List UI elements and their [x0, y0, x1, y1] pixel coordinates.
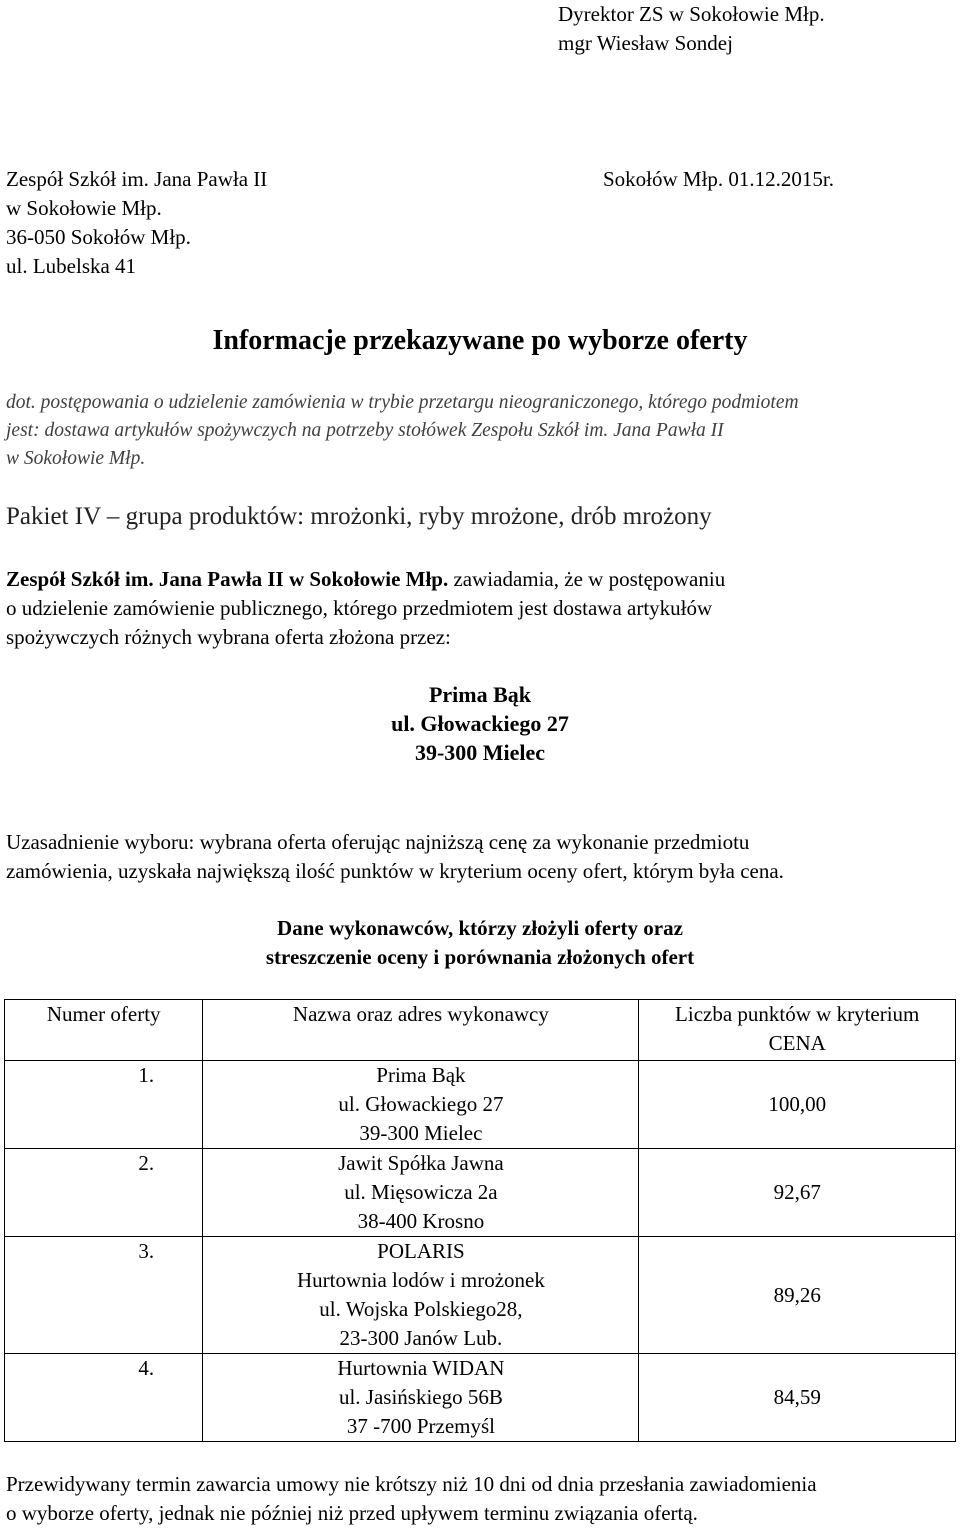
bidders-heading-line-2: streszczenie oceny i porównania złożonych ofert — [265, 945, 695, 969]
closing-line-1: Przewidywany termin zawarcia umowy nie krótszy niż 10 dni od dnia przesłania zawiadomienia — [6, 1472, 817, 1496]
subject-line-3: w Sokołowie Młp. — [6, 448, 146, 469]
bidder-name-address — [203, 1354, 639, 1442]
closing-line-2: o wyborze oferty, jednak nie później niż przed upływem terminu związania ofertą. — [6, 1501, 698, 1525]
school-street: ul. Lubelska 41 — [6, 254, 137, 278]
bidder-address-line: POLARIS — [377, 1239, 465, 1263]
bidder-address-line: 38-400 Krosno — [357, 1209, 485, 1233]
header-points — [639, 1000, 956, 1061]
offer-number: 2. — [5, 1149, 203, 1237]
bidder-address-line: Hurtownia lodów i mrożonek — [296, 1268, 545, 1292]
date-line: Sokołów Młp. 01.12.2015r. — [603, 167, 835, 191]
school-town: w Sokołowie Młp. — [6, 196, 162, 220]
winner-city: 39-300 Mielec — [414, 740, 546, 765]
bidder-name-address — [203, 1237, 639, 1354]
bidder-address-line: 39-300 Mielec — [359, 1121, 483, 1145]
offers-table — [4, 999, 956, 1442]
director-name: Dyrektor ZS w Sokołowie Młp. — [558, 2, 825, 26]
bidder-address-line: Hurtownia WIDAN — [337, 1356, 505, 1380]
table-row — [5, 1061, 956, 1149]
header-points-line-2: CENA — [768, 1031, 826, 1055]
director-title: mgr Wiesław Sondej — [558, 31, 733, 55]
header-offer-number: Numer oferty — [5, 1000, 203, 1061]
table-header-row — [5, 1000, 956, 1061]
subject-block — [6, 389, 799, 473]
table-row — [5, 1354, 956, 1442]
bidder-address-line: ul. Głowackiego 27 — [338, 1092, 504, 1116]
document-title: Informacje przekazywane po wyborze oferty — [212, 325, 748, 356]
intro-line-1 — [6, 565, 725, 594]
table-row — [5, 1237, 956, 1354]
bidder-name-address — [203, 1149, 639, 1237]
bidders-heading — [0, 914, 960, 972]
intro-line-1-rest: zawiadamia, że w postępowaniu — [448, 567, 726, 591]
table-row — [5, 1149, 956, 1237]
justification-paragraph — [6, 828, 784, 886]
winner-block — [0, 680, 960, 767]
director-block — [558, 0, 825, 58]
bidder-address-line: ul. Mięsowicza 2a — [344, 1180, 498, 1204]
intro-line-2: o udzielenie zamówienie publicznego, którego przedmiotem jest dostawa artykułów — [6, 596, 713, 620]
winner-name: Prima Bąk — [428, 682, 532, 707]
justification-line-1: Uzasadnienie wyboru: wybrana oferta oferując najniższą cenę za wykonanie przedmiotu — [6, 830, 750, 854]
closing-paragraph — [6, 1470, 817, 1528]
bidder-address-line: ul. Jasińskiego 56B — [338, 1385, 503, 1409]
bidders-heading-line-1: Dane wykonawców, którzy złożyli oferty oraz — [277, 916, 683, 940]
bidder-address-line: 37 -700 Przemyśl — [346, 1414, 495, 1438]
offer-points: 100,00 — [639, 1061, 956, 1149]
school-postal: 36-050 Sokołów Młp. — [6, 225, 191, 249]
bidder-address-line: 23-300 Janów Lub. — [339, 1326, 503, 1350]
school-name: Zespół Szkół im. Jana Pawła II — [6, 167, 268, 191]
header-points-line-1: Liczba punktów w kryterium — [675, 1002, 920, 1026]
bidder-address-line: Jawit Spółka Jawna — [338, 1151, 504, 1175]
offer-points: 92,67 — [639, 1149, 956, 1237]
subject-line-2: jest: dostawa artykułów spożywczych na potrzeby stołówek Zespołu Szkół im. Jana Pawła II — [6, 420, 724, 441]
package-heading: Pakiet IV – grupa produktów: mrożonki, ryby mrożone, drób mrożony — [6, 503, 712, 530]
bidder-name-address — [203, 1061, 639, 1149]
bidder-address-line: Prima Bąk — [376, 1063, 466, 1087]
offer-number: 1. — [5, 1061, 203, 1149]
offer-points: 89,26 — [639, 1237, 956, 1354]
offer-number: 4. — [5, 1354, 203, 1442]
winner-street: ul. Głowackiego 27 — [391, 711, 569, 736]
header-bidder-name: Nazwa oraz adres wykonawcy — [203, 1000, 639, 1061]
subject-line-1: dot. postępowania o udzielenie zamówienia w trybie przetargu nieograniczonego, którego podmiotem — [6, 392, 799, 413]
school-address-block — [6, 165, 267, 281]
offer-points: 84,59 — [639, 1354, 956, 1442]
intro-school-name: Zespół Szkół im. Jana Pawła II w Sokołowie Młp. — [6, 567, 449, 591]
intro-line-3: spożywczych różnych wybrana oferta złożona przez: — [6, 625, 451, 649]
bidder-address-line: ul. Wojska Polskiego28, — [319, 1297, 523, 1321]
justification-line-2: zamówienia, uzyskała największą ilość punktów w kryterium oceny ofert, którym była cena. — [6, 859, 784, 883]
offer-number: 3. — [5, 1237, 203, 1354]
intro-paragraph — [6, 565, 725, 652]
